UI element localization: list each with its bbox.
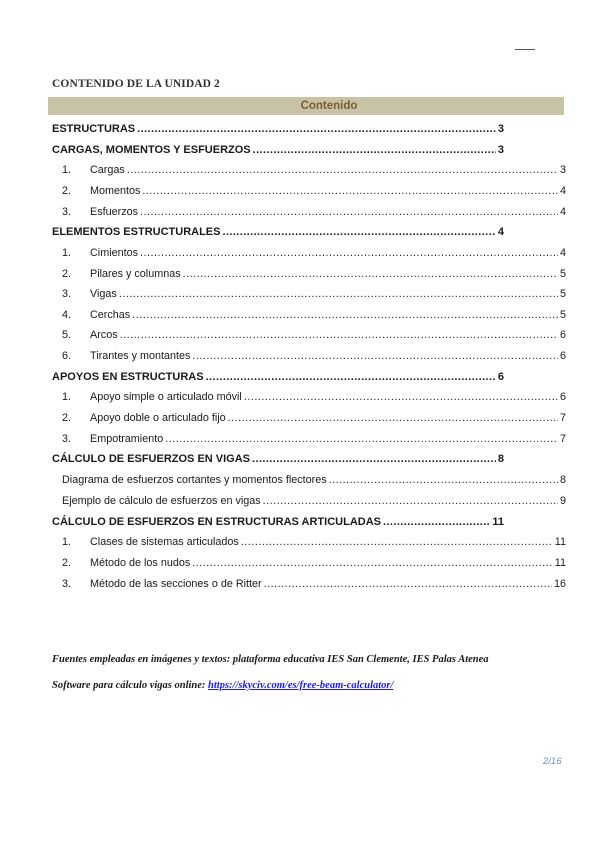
toc-leader-dots bbox=[228, 412, 558, 424]
toc-entry-label: Cerchas bbox=[90, 309, 131, 321]
toc-leader-dots bbox=[127, 164, 558, 176]
toc-subsection-entry[interactable] bbox=[62, 495, 566, 507]
toc-entry-page: 6 bbox=[559, 350, 566, 362]
toc-entry-label: Apoyo simple o articulado móvil bbox=[90, 391, 242, 403]
page-number: 2/16 bbox=[543, 756, 562, 767]
toc-entry-page: 7 bbox=[559, 433, 566, 445]
toc-entry-label: Vigas bbox=[90, 288, 117, 300]
toc-leader-dots bbox=[132, 309, 558, 321]
toc-leader-dots bbox=[140, 247, 558, 259]
toc-leader-dots bbox=[222, 226, 495, 238]
toc-entry-page: 5 bbox=[559, 309, 566, 321]
toc-subsection-entry[interactable] bbox=[62, 557, 566, 569]
toc-leader-dots bbox=[329, 474, 558, 486]
toc-entry-page: 6 bbox=[559, 329, 566, 341]
toc-entry-label: Clases de sistemas articulados bbox=[90, 536, 239, 548]
toc-leader-dots bbox=[264, 578, 552, 590]
toc-subsection-entry[interactable] bbox=[62, 268, 566, 280]
toc-entry-page: 5 bbox=[559, 268, 566, 280]
toc-entry-page: 7 bbox=[559, 412, 566, 424]
toc-entry-number: 1. bbox=[62, 247, 72, 259]
toc-entry-page: 5 bbox=[559, 288, 566, 300]
toc-entry-label: Apoyo doble o articulado fijo bbox=[90, 412, 226, 424]
header-rule bbox=[515, 49, 535, 50]
toc-entry-number: 3. bbox=[62, 578, 72, 590]
toc-section-entry[interactable] bbox=[52, 123, 504, 135]
toc-entry-number: 1. bbox=[62, 391, 72, 403]
sources-note: Fuentes empleadas en imágenes y textos: plataforma educativa IES San Clemente, IES Palas Atenea bbox=[52, 654, 489, 665]
toc-section-entry[interactable] bbox=[52, 516, 504, 528]
toc-section-entry[interactable] bbox=[52, 226, 504, 238]
toc-heading: Contenido bbox=[300, 100, 358, 112]
toc-entry-label: APOYOS EN ESTRUCTURAS bbox=[52, 371, 204, 383]
toc-leader-dots bbox=[192, 350, 558, 362]
toc-entry-label: Empotramiento bbox=[90, 433, 164, 445]
toc-entry-page: 6 bbox=[559, 391, 566, 403]
toc-entry-page: 11 bbox=[554, 557, 566, 569]
toc-subsection-entry[interactable] bbox=[62, 309, 566, 321]
toc-entry-label: Cargas bbox=[90, 164, 125, 176]
toc-entry-label: Método de los nudos bbox=[90, 557, 191, 569]
toc-entry-label: Pilares y columnas bbox=[90, 268, 181, 280]
toc-leader-dots bbox=[183, 268, 558, 280]
toc-subsection-entry[interactable] bbox=[62, 288, 566, 300]
toc-section-entry[interactable] bbox=[52, 144, 504, 156]
toc-entry-label: Tirantes y montantes bbox=[90, 350, 191, 362]
toc-entry-number: 1. bbox=[62, 536, 72, 548]
toc-entry-label: Esfuerzos bbox=[90, 206, 139, 218]
toc-entry-page: 16 bbox=[553, 578, 566, 590]
toc-entry-page: 4 bbox=[559, 247, 566, 259]
toc-entry-label: Ejemplo de cálculo de esfuerzos en vigas bbox=[62, 495, 261, 507]
toc-entry-number: 4. bbox=[62, 309, 72, 321]
toc-leader-dots bbox=[206, 371, 496, 383]
toc-leader-dots bbox=[165, 433, 558, 445]
toc-leader-dots bbox=[383, 516, 490, 528]
software-prefix: Software para cálculo vigas online: bbox=[52, 680, 209, 691]
toc-entry-label: ESTRUCTURAS bbox=[52, 123, 136, 135]
toc-subsection-entry[interactable] bbox=[62, 247, 566, 259]
toc-entry-number: 5. bbox=[62, 329, 72, 341]
toc-subsection-entry[interactable] bbox=[62, 206, 566, 218]
toc-entry-number: 2. bbox=[62, 185, 72, 197]
toc-subsection-entry[interactable] bbox=[62, 185, 566, 197]
toc-entry-page: 3 bbox=[559, 164, 566, 176]
toc-leader-dots bbox=[253, 144, 496, 156]
toc-entry-number: 2. bbox=[62, 268, 72, 280]
toc-entry-number: 1. bbox=[62, 164, 72, 176]
toc-subsection-entry[interactable] bbox=[62, 474, 566, 486]
toc-entry-label: CÁLCULO DE ESFUERZOS EN VIGAS bbox=[52, 453, 251, 465]
toc-entry-page: 4 bbox=[559, 185, 566, 197]
toc-subsection-entry[interactable] bbox=[62, 391, 566, 403]
toc-leader-dots bbox=[137, 123, 496, 135]
toc-entry-label: CARGAS, MOMENTOS Y ESFUERZOS bbox=[52, 144, 251, 156]
toc-heading-bar bbox=[48, 97, 564, 115]
toc-leader-dots bbox=[120, 329, 558, 341]
toc-leader-dots bbox=[140, 206, 558, 218]
toc-entry-label: Diagrama de esfuerzos cortantes y momentos flectores bbox=[62, 474, 327, 486]
toc-subsection-entry[interactable] bbox=[62, 578, 566, 590]
toc-entry-label: ELEMENTOS ESTRUCTURALES bbox=[52, 226, 221, 238]
toc-entry-label: Arcos bbox=[90, 329, 118, 341]
toc-subsection-entry[interactable] bbox=[62, 164, 566, 176]
toc-entry-page: 3 bbox=[497, 123, 504, 135]
toc-leader-dots bbox=[142, 185, 558, 197]
toc-subsection-entry[interactable] bbox=[62, 433, 566, 445]
toc-leader-dots bbox=[263, 495, 558, 507]
toc-entry-number: 2. bbox=[62, 412, 72, 424]
toc-entry-label: Momentos bbox=[90, 185, 141, 197]
toc-entry-number: 3. bbox=[62, 206, 72, 218]
toc-leader-dots bbox=[241, 536, 553, 548]
toc-leader-dots bbox=[252, 453, 496, 465]
toc-entry-label: Cimientos bbox=[90, 247, 139, 259]
software-note bbox=[52, 680, 393, 691]
toc-subsection-entry[interactable] bbox=[62, 536, 566, 548]
toc-entry-number: 6. bbox=[62, 350, 72, 362]
toc-entry-number: 2. bbox=[62, 557, 72, 569]
toc-entry-page: 8 bbox=[497, 453, 504, 465]
toc-leader-dots bbox=[192, 557, 553, 569]
toc-subsection-entry[interactable] bbox=[62, 329, 566, 341]
toc-entry-page: 11 bbox=[554, 536, 566, 548]
toc-entry-number: 3. bbox=[62, 433, 72, 445]
toc-entry-page: 4 bbox=[559, 206, 566, 218]
unit-title: CONTENIDO DE LA UNIDAD 2 bbox=[52, 78, 220, 90]
toc-leader-dots bbox=[244, 391, 558, 403]
toc-leader-dots bbox=[119, 288, 558, 300]
toc-entry-label: Método de las secciones o de Ritter bbox=[90, 578, 262, 590]
toc-entry-page: 8 bbox=[559, 474, 566, 486]
toc-subsection-entry[interactable] bbox=[62, 350, 566, 362]
toc-entry-page: 6 bbox=[497, 371, 504, 383]
toc-entry-page: 9 bbox=[559, 495, 566, 507]
toc-subsection-entry[interactable] bbox=[62, 412, 566, 424]
toc-entry-page: 11 bbox=[492, 516, 504, 528]
toc-entry-page: 3 bbox=[497, 144, 504, 156]
toc-section-entry[interactable] bbox=[52, 371, 504, 383]
software-link[interactable]: https://skyciv.com/es/free-beam-calculator/ bbox=[208, 680, 394, 691]
toc-entry-page: 4 bbox=[497, 226, 504, 238]
toc-entry-number: 3. bbox=[62, 288, 72, 300]
toc-section-entry[interactable] bbox=[52, 453, 504, 465]
toc-entry-label: CÁLCULO DE ESFUERZOS EN ESTRUCTURAS ARTICULADAS bbox=[52, 516, 381, 528]
